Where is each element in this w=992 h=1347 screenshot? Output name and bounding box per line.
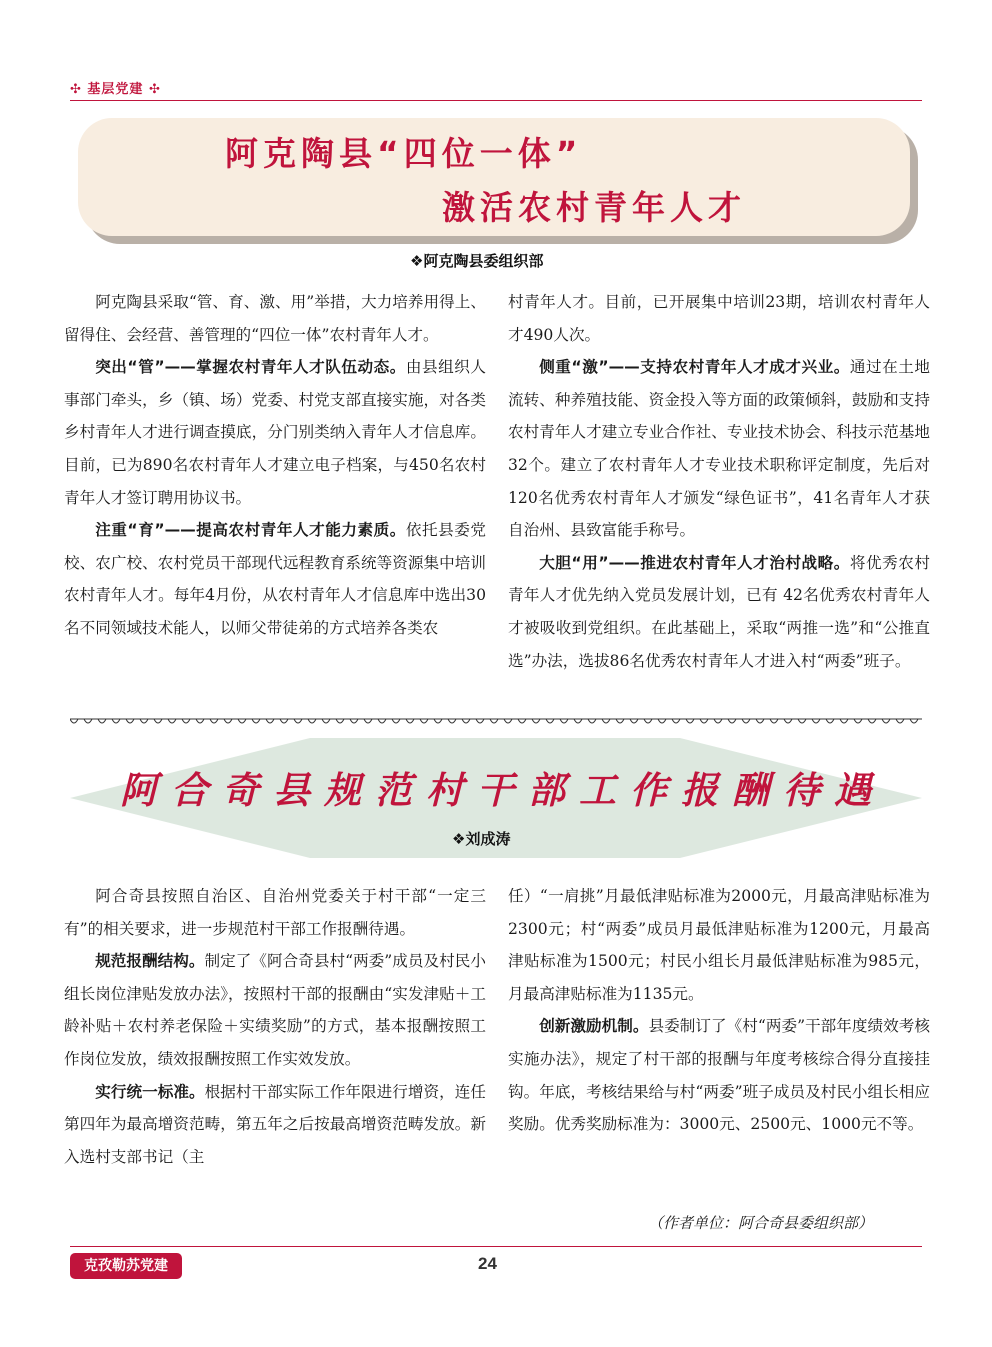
article1-section-manage [64, 351, 486, 514]
separator-marks [70, 719, 918, 723]
separator-mark [126, 719, 134, 723]
separator-mark [182, 719, 190, 723]
separator-mark [238, 719, 246, 723]
article2-intro: 阿合奇县按照自治区、自治州党委关于村干部“一定三有”的相关要求，进一步规范村干部工作报酬待遇。 [64, 887, 486, 938]
separator-mark [364, 719, 372, 723]
section-text: 根据村干部实际工作年限进行增资，连任第四年为最高增资范畴，第五年之后按最高增资范畴发放。新入选村支部书记（主 [64, 1082, 486, 1166]
article1-right-column [508, 286, 930, 677]
article-separator [70, 716, 922, 728]
separator-mark [896, 719, 904, 723]
section-heading: 规范报酬结构。 [95, 952, 205, 971]
author-note: （作者单位：阿合奇县委组织部） [648, 1214, 874, 1232]
article1-section-motivate [508, 351, 930, 547]
separator-mark [868, 719, 876, 723]
separator-mark [476, 719, 484, 723]
separator-mark [840, 719, 848, 723]
article2-left-column [64, 880, 486, 1173]
separator-mark [560, 719, 568, 723]
section-heading: 实行统一标准。 [95, 1082, 205, 1101]
separator-mark [196, 719, 204, 723]
separator-mark [602, 719, 610, 723]
magazine-logo: 克孜勒苏党建 [70, 1253, 182, 1279]
separator-mark [490, 719, 498, 723]
separator-mark [798, 719, 806, 723]
separator-mark [826, 719, 834, 723]
separator-mark [224, 719, 232, 723]
article2-continued-text: 任）“一肩挑”月最低津贴标准为2000元，月最高津贴标准为2300元；村“两委”成员月最低津贴标准为1200元，月最高津贴标准为1500元；村民小组长月最低津贴标准为985元，月最高津贴标准为1135元。 [508, 887, 930, 1003]
separator-mark [378, 719, 386, 723]
article2-byline: ❖刘成涛 [452, 830, 511, 848]
separator-mark [168, 719, 176, 723]
footer-divider [70, 1246, 922, 1247]
article1-title-line1: 阿克陶县“四位一体” [225, 134, 583, 173]
separator-mark [504, 719, 512, 723]
separator-mark [616, 719, 624, 723]
separator-mark [462, 719, 470, 723]
separator-mark [854, 719, 862, 723]
separator-mark [574, 719, 582, 723]
separator-mark [518, 719, 526, 723]
separator-mark [420, 719, 428, 723]
separator-mark [812, 719, 820, 723]
separator-mark [532, 719, 540, 723]
article2-title: 阿合奇县规范村干部工作报酬待遇 [120, 768, 885, 812]
section-heading: 突出“管”——掌握农村青年人才队伍动态。 [95, 358, 406, 377]
page-number: 24 [478, 1254, 497, 1273]
article2-section-structure [64, 945, 486, 1075]
section-text: 通过在土地流转、种养殖技能、资金投入等方面的政策倾斜，鼓励和支持农村青年人才建立专业合作社、专业技术协会、科技示范基地32个。建立了农村青年人才专业技术职称评定制度，先后对120名优秀农村青年人才颁发“绿色证书”，41名青年人才获自治州、县致富能手称号。 [508, 358, 930, 540]
article2-section-standard [64, 1076, 486, 1174]
separator-mark [700, 719, 708, 723]
separator-mark [546, 719, 554, 723]
separator-mark [630, 719, 638, 723]
separator-mark [392, 719, 400, 723]
separator-mark [714, 719, 722, 723]
separator-mark [154, 719, 162, 723]
article1-title-line2: 激活农村青年人才 [442, 188, 746, 227]
section-text: 制定了《阿合奇县村“两委”成员及村民小组长岗位津贴发放办法》，按照村干部的报酬由“实发津贴＋工龄补贴＋农村养老保险＋实绩奖励”的方式，基本报酬按照工作岗位发放，绩效报酬按照工作实效发放。 [64, 952, 486, 1068]
separator-mark [672, 719, 680, 723]
separator-mark [644, 719, 652, 723]
separator-mark [210, 719, 218, 723]
separator-mark [98, 719, 106, 723]
separator-mark [140, 719, 148, 723]
section-text: 县委制订了《村“两委”干部年度绩效考核实施办法》，规定了村干部的报酬与年度考核综合得分直接挂钩。年底，考核结果给与村“两委”班子成员及村民小组长相应奖励。优秀奖励标准为：3000元、2500元、1000元不等。 [508, 1017, 930, 1134]
separator-mark [448, 719, 456, 723]
separator-mark [588, 719, 596, 723]
section-text: 由县组织人事部门牵头，乡（镇、场）党委、村党支部直接实施，对各类乡村青年人才进行调查摸底，分门别类纳入青年人才信息库。目前，已为890名农村青年人才建立电子档案，与450名农村青年人才签订聘用协议书。 [64, 358, 486, 507]
separator-mark [406, 719, 414, 723]
article2-section-incentive [508, 1010, 930, 1140]
article1-continued-text: 村青年人才。目前，已开展集中培训23期，培训农村青年人才490人次。 [508, 293, 930, 344]
section-heading: 大胆“用”——推进农村青年人才治村战略。 [539, 553, 850, 572]
separator-mark [84, 719, 92, 723]
article1-left-column [64, 286, 486, 645]
separator-mark [686, 719, 694, 723]
separator-mark [434, 719, 442, 723]
separator-mark [770, 719, 778, 723]
separator-mark [336, 719, 344, 723]
section-text: 将优秀农村青年人才优先纳入党员发展计划，已有 42名优秀农村青年人才被吸收到党组织。在此基础上，采取“两推一选”和“公推直选”办法，选拔86名优秀农村青年人才进入村“两委”班子。 [508, 553, 930, 670]
separator-mark [784, 719, 792, 723]
section-heading: 注重“育”——提高农村青年人才能力素质。 [95, 521, 406, 540]
separator-mark [322, 719, 330, 723]
section-heading: 侧重“激”——支持农村青年人才成才兴业。 [539, 358, 850, 377]
separator-mark [728, 719, 736, 723]
separator-mark [252, 719, 260, 723]
separator-mark [658, 719, 666, 723]
article1-section-use [508, 547, 930, 677]
separator-mark [350, 719, 358, 723]
separator-mark [882, 719, 890, 723]
separator-mark [308, 719, 316, 723]
article1-byline: ❖阿克陶县委组织部 [410, 252, 544, 270]
separator-mark [294, 719, 302, 723]
section-text: 依托县委党校、农广校、农村党员干部现代远程教育系统等资源集中培训农村青年人才。每年4月份，从农村青年人才信息库中选出30名不同领域技术能人，以师父带徒弟的方式培养各类农 [64, 521, 486, 637]
header-divider [70, 100, 922, 101]
separator-mark [756, 719, 764, 723]
section-header: ✣ 基层党建 ✣ [70, 82, 161, 97]
separator-mark [742, 719, 750, 723]
article1-intro: 阿克陶县采取“管、育、激、用”举措，大力培养用得上、留得住、会经营、善管理的“四位一体”农村青年人才。 [64, 293, 486, 344]
separator-mark [112, 719, 120, 723]
separator-mark [70, 719, 78, 723]
article1-section-cultivate [64, 514, 486, 644]
separator-mark [280, 719, 288, 723]
article2-right-column [508, 880, 930, 1141]
section-heading: 创新激励机制。 [539, 1017, 649, 1036]
separator-mark [910, 719, 918, 723]
separator-mark [266, 719, 274, 723]
